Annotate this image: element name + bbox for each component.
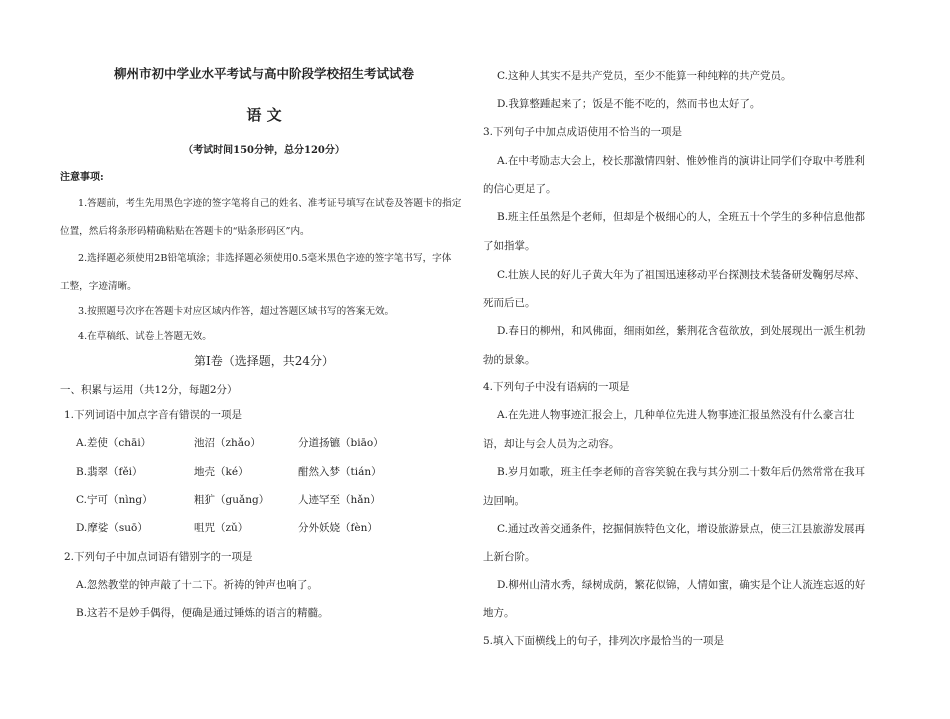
exam-time-note: （考试时间150分钟，总分120分） <box>183 145 345 156</box>
subject-title: 语 文 <box>246 106 282 124</box>
q1-option-word: 酣然入梦（tián） <box>298 466 382 478</box>
q4-line: C.通过改善交通条件，挖掘侗族特色文化，增设旅游景点，使三江县旅游发展再 <box>497 523 865 535</box>
q2-option: B.这若不是妙手偶得，便确是通过锤炼的语言的精髓。 <box>76 607 329 619</box>
notice-item: 1.答题前，考生先用黑色字迹的签字笔将自己的姓名、准考证号填写在试卷及答题卡的指定 <box>78 198 462 209</box>
q4-line: A.在先进人物事迹汇报会上，几种单位先进人物事迹汇报虽然没有什么豪言壮 <box>497 409 855 421</box>
q3-line: A.在中考励志大会上，校长那激情四射、惟妙惟肖的演讲让同学们夺取中考胜利 <box>497 155 865 167</box>
q3-line: C.壮族人民的好儿子黄大年为了祖国迅速移动平台探测技术装备研发鞠躬尽瘁、 <box>497 269 865 281</box>
q4-line: 边回响。 <box>483 495 525 507</box>
q1-stem: 1.下列词语中加点字音有错误的一项是 <box>64 409 243 421</box>
q1-option-word: 分道扬镳（biāo） <box>298 437 384 449</box>
q3-line: D.春日的柳州，和风佛面，细雨如丝，紫荆花含苞欲放，到处展现出一派生机勃 <box>497 325 866 337</box>
q4-line: B.岁月如歌，班主任李老师的音容笑貌在我与其分别二十数年后仍然常常在我耳 <box>497 466 866 478</box>
notice-item: 位置，然后将条形码精确粘贴在答题卡的“贴条形码区”内。 <box>60 226 310 237</box>
q4-line: 上新台阶。 <box>483 551 536 563</box>
q1-option-word: D.摩娑（suō） <box>76 522 148 534</box>
part1-title: 一、积累与运用（共12分，每题2分） <box>60 384 238 396</box>
q1-option-word: 咀咒（zǔ） <box>194 522 249 534</box>
q3-line: 死而后已。 <box>483 297 536 309</box>
q3-line: 的信心更足了。 <box>483 183 557 195</box>
q1-option-word: 粗犷（guǎng） <box>194 494 270 506</box>
q3-stem: 3.下列句子中加点成语使用不恰当的一项是 <box>483 126 683 138</box>
q1-option-word: B.翡翠（fěi） <box>76 466 143 478</box>
q3-line: B.班主任虽然是个老师，但却是个极细心的人，全班五十个学生的多种信息他都 <box>497 211 866 223</box>
q4-line: 语，却让与会人员为之动容。 <box>483 438 620 450</box>
q1-option-word: A.差使（chāi） <box>76 437 152 449</box>
q1-option-word: 人迹罕至（hǎn） <box>298 494 381 506</box>
notice-item: 工整，字迹清晰。 <box>60 281 137 292</box>
q3-line: 勃的景象。 <box>483 354 536 366</box>
q4-line: D.柳州山清水秀，绿树成荫，繁花似锦，人情如蜜，确实是个让人流连忘返的好 <box>497 579 866 591</box>
q3-line: 了如指掌。 <box>483 240 536 252</box>
q2-option: A.忽然教堂的钟声敲了十二下。祈祷的钟声也响了。 <box>76 579 318 591</box>
exam-title: 柳州市初中学业水平考试与高中阶段学校招生考试试卷 <box>113 66 414 81</box>
notice-heading: 注意事项: <box>60 172 104 183</box>
q2-option: C.这种人其实不是共产党员，至少不能算一种纯粹的共产党员。 <box>497 70 792 82</box>
q4-line: 地方。 <box>483 607 515 619</box>
q5-stem: 5.填入下面横线上的句子，排列次序最恰当的一项是 <box>483 635 725 647</box>
notice-item: 2.选择题必须使用2B铅笔填涂；非选择题必须使用0.5毫米黑色字迹的签字笔书写，字体 <box>78 253 452 264</box>
q1-option-word: 地壳（ké） <box>194 466 249 478</box>
q1-option-word: 分外妖娆（fèn） <box>298 522 378 534</box>
q2-option: D.我算整踵起来了；饭是不能不吃的，然而书也太好了。 <box>497 98 761 110</box>
notice-item: 3.按照题号次序在答题卡对应区域内作答，超过答题区域书写的答案无效。 <box>78 306 395 317</box>
q1-option-word: C.宁可（nìng） <box>76 494 153 506</box>
q1-option-word: 池沼（zhǎo） <box>194 437 261 449</box>
section-title: 第Ⅰ卷（选择题，共24分） <box>193 354 334 368</box>
notice-item: 4.在草稿纸、试卷上答题无效。 <box>78 331 212 342</box>
q2-stem: 2.下列句子中加点词语有错别字的一项是 <box>64 551 253 563</box>
q4-stem: 4.下列句子中没有语病的一项是 <box>483 381 630 393</box>
